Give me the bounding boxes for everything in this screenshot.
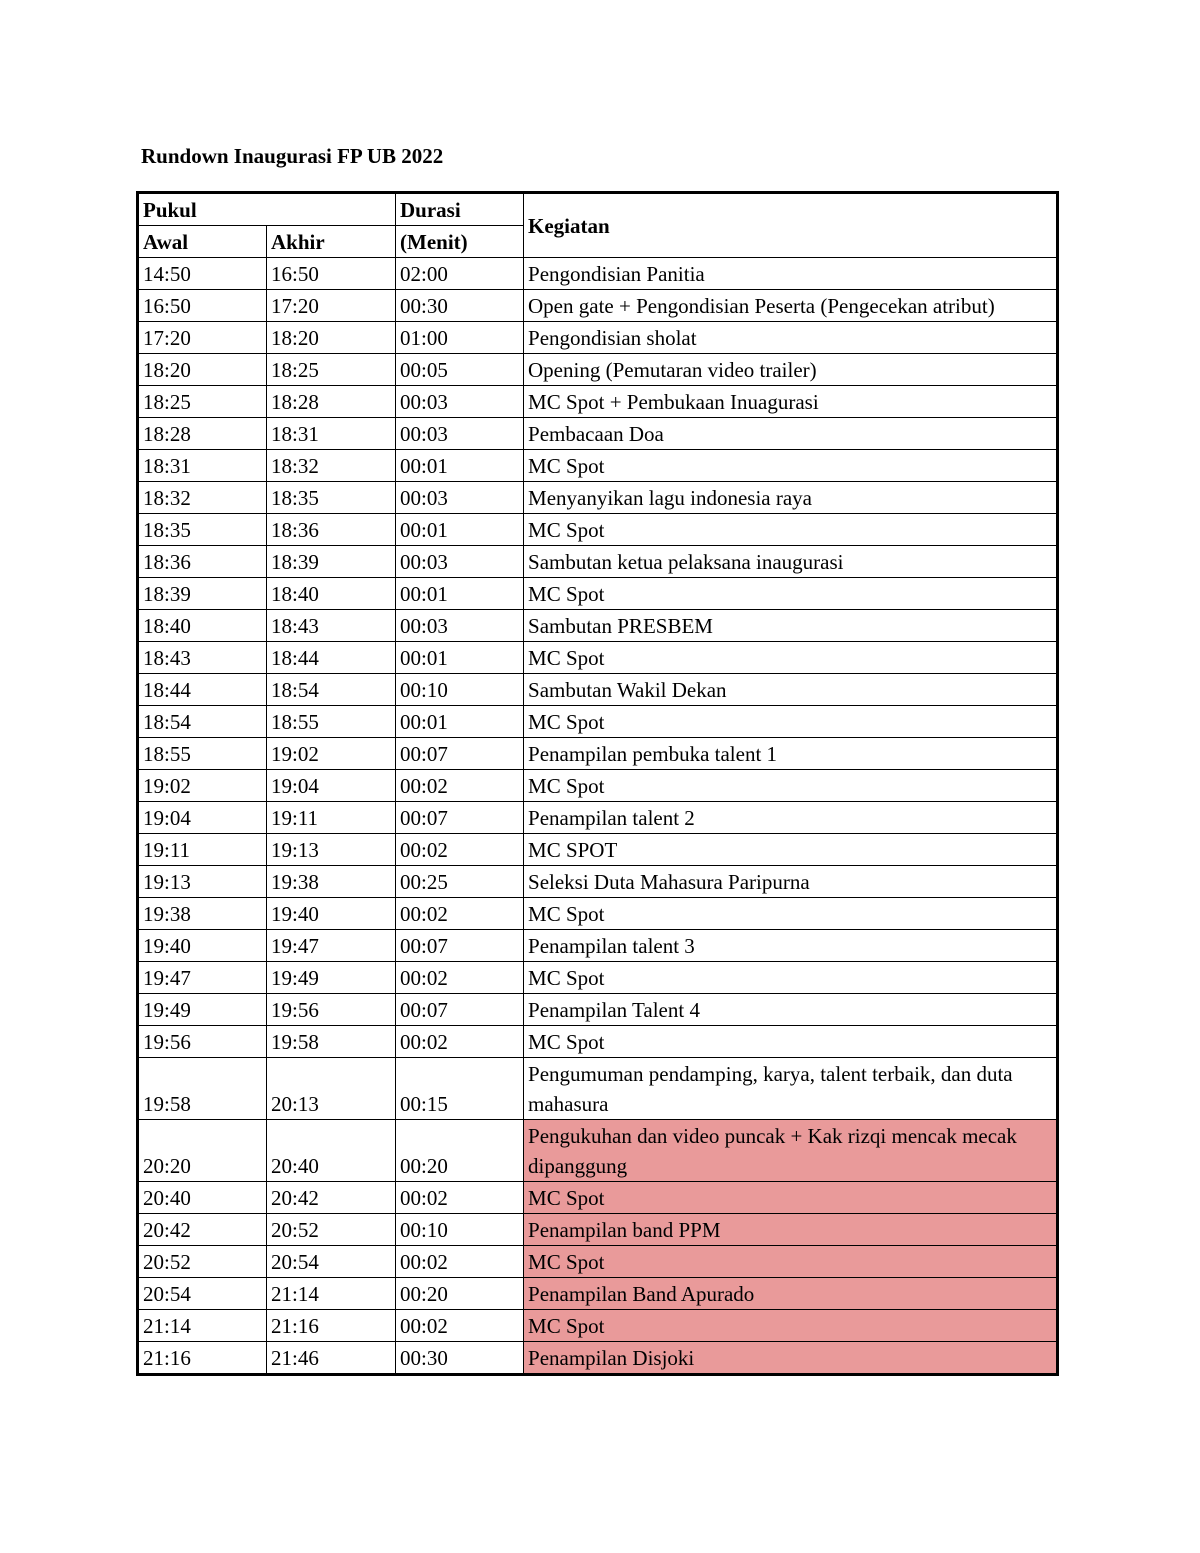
cell-kegiatan: Penampilan Talent 4 [524,994,1058,1026]
header-menit: (Menit) [396,226,524,258]
cell-kegiatan: Menyanyikan lagu indonesia raya [524,482,1058,514]
cell-durasi: 00:02 [396,962,524,994]
table-row [138,482,1058,514]
cell-durasi: 01:00 [396,322,524,354]
cell-awal: 19:47 [138,962,267,994]
document-title: Rundown Inaugurasi FP UB 2022 [141,144,444,168]
cell-kegiatan: Opening (Pemutaran video trailer) [524,354,1058,386]
cell-durasi: 00:30 [396,1342,524,1375]
cell-awal: 21:14 [138,1310,267,1342]
cell-kegiatan: Sambutan Wakil Dekan [524,674,1058,706]
cell-awal: 14:50 [138,258,267,290]
cell-durasi: 00:30 [396,290,524,322]
cell-durasi: 00:03 [396,610,524,642]
cell-akhir: 18:43 [267,610,396,642]
table-row [138,1310,1058,1342]
cell-kegiatan: Penampilan talent 2 [524,802,1058,834]
cell-awal: 18:36 [138,546,267,578]
rundown-rows [138,258,1058,1375]
cell-durasi: 00:02 [396,1026,524,1058]
cell-kegiatan: MC Spot [524,578,1058,610]
table-row [138,674,1058,706]
table-row [138,1246,1058,1278]
table-row [138,802,1058,834]
cell-akhir: 18:54 [267,674,396,706]
cell-durasi: 00:02 [396,770,524,802]
cell-durasi: 00:03 [396,418,524,450]
cell-kegiatan: Seleksi Duta Mahasura Paripurna [524,866,1058,898]
cell-durasi: 00:02 [396,1246,524,1278]
cell-kegiatan: MC Spot [524,450,1058,482]
cell-kegiatan: Pengondisian Panitia [524,258,1058,290]
table-row [138,866,1058,898]
table-row [138,1182,1058,1214]
cell-kegiatan: MC Spot [524,770,1058,802]
cell-akhir: 21:16 [267,1310,396,1342]
cell-awal: 18:39 [138,578,267,610]
cell-durasi: 00:01 [396,706,524,738]
cell-awal: 18:20 [138,354,267,386]
cell-awal: 19:04 [138,802,267,834]
cell-kegiatan: Pengondisian sholat [524,322,1058,354]
cell-awal: 20:20 [138,1120,267,1182]
cell-akhir: 19:13 [267,834,396,866]
header-akhir: Akhir [267,226,396,258]
cell-akhir: 18:31 [267,418,396,450]
cell-durasi: 00:07 [396,994,524,1026]
cell-durasi: 00:15 [396,1058,524,1120]
cell-durasi: 00:07 [396,930,524,962]
cell-akhir: 20:40 [267,1120,396,1182]
header-awal: Awal [138,226,267,258]
cell-awal: 18:31 [138,450,267,482]
cell-durasi: 00:05 [396,354,524,386]
table-row [138,386,1058,418]
cell-durasi: 02:00 [396,258,524,290]
table-row [138,994,1058,1026]
cell-kegiatan: Penampilan talent 3 [524,930,1058,962]
cell-awal: 19:13 [138,866,267,898]
cell-kegiatan: Sambutan PRESBEM [524,610,1058,642]
cell-awal: 19:02 [138,770,267,802]
header-pukul: Pukul [138,193,396,226]
header-durasi: Durasi [396,193,524,226]
cell-durasi: 00:01 [396,514,524,546]
cell-kegiatan: MC Spot [524,642,1058,674]
cell-durasi: 00:03 [396,546,524,578]
cell-kegiatan: Pembacaan Doa [524,418,1058,450]
cell-akhir: 19:11 [267,802,396,834]
table-row [138,1342,1058,1375]
cell-durasi: 00:07 [396,738,524,770]
cell-akhir: 18:36 [267,514,396,546]
table-row [138,834,1058,866]
cell-akhir: 19:47 [267,930,396,962]
cell-durasi: 00:20 [396,1120,524,1182]
cell-durasi: 00:03 [396,386,524,418]
cell-akhir: 19:56 [267,994,396,1026]
cell-awal: 19:11 [138,834,267,866]
cell-kegiatan: MC Spot [524,898,1058,930]
cell-durasi: 00:10 [396,1214,524,1246]
cell-akhir: 18:40 [267,578,396,610]
table-row [138,1214,1058,1246]
cell-awal: 19:40 [138,930,267,962]
cell-durasi: 00:02 [396,1310,524,1342]
cell-akhir: 18:55 [267,706,396,738]
cell-awal: 19:38 [138,898,267,930]
cell-awal: 18:55 [138,738,267,770]
cell-akhir: 18:20 [267,322,396,354]
cell-awal: 19:58 [138,1058,267,1120]
header-kegiatan: Kegiatan [524,193,1058,258]
cell-durasi: 00:25 [396,866,524,898]
cell-akhir: 19:38 [267,866,396,898]
table-row [138,642,1058,674]
cell-durasi: 00:10 [396,674,524,706]
cell-akhir: 21:14 [267,1278,396,1310]
cell-kegiatan: Open gate + Pengondisian Peserta (Pengecekan atribut) [524,290,1058,322]
cell-kegiatan: Sambutan ketua pelaksana inaugurasi [524,546,1058,578]
cell-kegiatan: Pengukuhan dan video puncak + Kak rizqi mencak mecak dipanggung [524,1120,1058,1182]
cell-awal: 19:49 [138,994,267,1026]
cell-durasi: 00:02 [396,1182,524,1214]
cell-akhir: 19:58 [267,1026,396,1058]
table-row [138,930,1058,962]
cell-kegiatan: MC Spot [524,514,1058,546]
table-row [138,418,1058,450]
cell-awal: 18:43 [138,642,267,674]
table-row [138,354,1058,386]
table-row [138,770,1058,802]
cell-akhir: 21:46 [267,1342,396,1375]
table-row [138,1026,1058,1058]
table-row [138,706,1058,738]
cell-kegiatan: MC Spot [524,1182,1058,1214]
cell-kegiatan: MC Spot [524,1026,1058,1058]
cell-durasi: 00:01 [396,450,524,482]
table-row [138,322,1058,354]
cell-awal: 20:52 [138,1246,267,1278]
cell-kegiatan: MC Spot [524,706,1058,738]
cell-awal: 18:25 [138,386,267,418]
cell-akhir: 20:13 [267,1058,396,1120]
cell-akhir: 17:20 [267,290,396,322]
cell-akhir: 18:44 [267,642,396,674]
cell-durasi: 00:02 [396,834,524,866]
table-row [138,290,1058,322]
table-row [138,450,1058,482]
cell-akhir: 20:54 [267,1246,396,1278]
cell-kegiatan: MC Spot [524,1246,1058,1278]
cell-durasi: 00:02 [396,898,524,930]
cell-awal: 18:54 [138,706,267,738]
cell-akhir: 19:49 [267,962,396,994]
table-row [138,898,1058,930]
rundown-table [136,191,1059,1376]
cell-durasi: 00:01 [396,578,524,610]
cell-kegiatan: Pengumuman pendamping, karya, talent terbaik, dan duta mahasura [524,1058,1058,1120]
table-row [138,962,1058,994]
cell-kegiatan: Penampilan band PPM [524,1214,1058,1246]
cell-awal: 16:50 [138,290,267,322]
cell-akhir: 18:28 [267,386,396,418]
cell-durasi: 00:03 [396,482,524,514]
table-row [138,546,1058,578]
cell-awal: 18:28 [138,418,267,450]
cell-kegiatan: Penampilan Band Apurado [524,1278,1058,1310]
table-row [138,738,1058,770]
cell-akhir: 18:32 [267,450,396,482]
table-row [138,258,1058,290]
cell-awal: 19:56 [138,1026,267,1058]
cell-akhir: 19:04 [267,770,396,802]
cell-awal: 18:32 [138,482,267,514]
cell-awal: 21:16 [138,1342,267,1375]
cell-durasi: 00:07 [396,802,524,834]
cell-awal: 18:44 [138,674,267,706]
table-row [138,1278,1058,1310]
cell-akhir: 18:25 [267,354,396,386]
cell-awal: 18:35 [138,514,267,546]
cell-akhir: 18:35 [267,482,396,514]
cell-akhir: 19:40 [267,898,396,930]
table-row [138,1058,1058,1120]
cell-akhir: 20:42 [267,1182,396,1214]
cell-awal: 18:40 [138,610,267,642]
table-row [138,578,1058,610]
cell-akhir: 18:39 [267,546,396,578]
table-row [138,1120,1058,1182]
cell-akhir: 19:02 [267,738,396,770]
cell-akhir: 20:52 [267,1214,396,1246]
cell-kegiatan: MC Spot + Pembukaan Inuagurasi [524,386,1058,418]
cell-kegiatan: MC Spot [524,962,1058,994]
cell-awal: 20:42 [138,1214,267,1246]
cell-akhir: 16:50 [267,258,396,290]
table-row [138,514,1058,546]
cell-kegiatan: Penampilan pembuka talent 1 [524,738,1058,770]
cell-kegiatan: MC Spot [524,1310,1058,1342]
table-row [138,610,1058,642]
cell-kegiatan: Penampilan Disjoki [524,1342,1058,1375]
cell-durasi: 00:20 [396,1278,524,1310]
cell-awal: 20:40 [138,1182,267,1214]
cell-awal: 17:20 [138,322,267,354]
cell-durasi: 00:01 [396,642,524,674]
cell-kegiatan: MC SPOT [524,834,1058,866]
cell-awal: 20:54 [138,1278,267,1310]
